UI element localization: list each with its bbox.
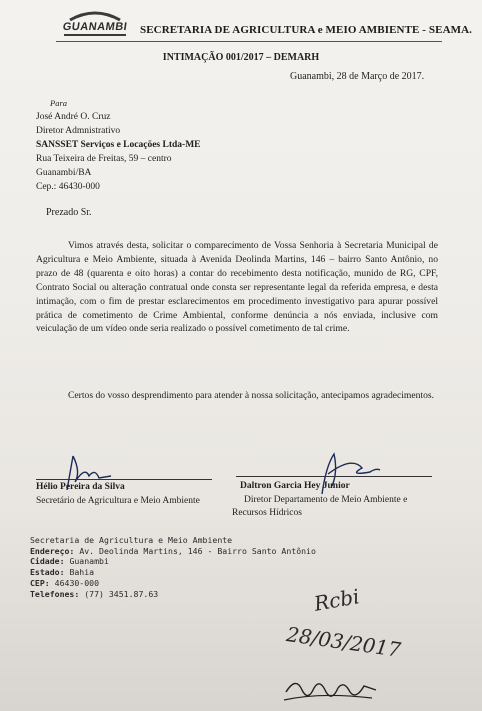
- footer-cep: 46430-000: [54, 577, 100, 588]
- footer-contact: [30, 535, 316, 599]
- document-title: INTIMAÇÃO 001/2017 – DEMARH: [162, 52, 320, 63]
- footer-city-row: Cidade: Guanambi: [30, 556, 109, 567]
- handwritten-signature-scribble: [280, 672, 380, 708]
- recipient-company: SANSSET Serviços e Locações Ltda-ME: [36, 140, 201, 150]
- recipient-name: José André O. Cruz: [36, 112, 111, 122]
- footer-city: Guanambi: [69, 556, 109, 567]
- body-paragraph-1: Vimos através desta, solicitar o comparecimento de Vossa Senhoria à Secretaria Municipal de Agricultura e Meio Ambiente, situada à Avenida Deolinda Martins, 146 – bairro Santo Antônio, no prazo de 48 (quarenta e oito horas) a contar do recebimento desta notificação, munido de RG, CPF, Contrato Social ou alteração contratual onde consta ser representante legal da referida empresa, e desta intimação, com o fim de prestar esclarecimentos em procedimento investigativo para apurar possível prática de cometimento de Crime Ambiental, conforme denúncia a nós enviada, inclusive com veiculação de um vídeo onde seria realizado o possível cometimento de tal crime.: [36, 240, 438, 335]
- to-label: Para: [50, 98, 67, 108]
- header-title: SECRETARIA DE AGRICULTURA e MEIO AMBIENTE - SEAMA.: [140, 24, 472, 36]
- recipient-address: [36, 96, 201, 194]
- footer-state: Bahia: [69, 567, 95, 578]
- left-signer-name: Hélio Pereira da Silva: [36, 482, 125, 492]
- guanambi-logo: [56, 8, 134, 38]
- footer-address: Av. Deolinda Martins, 146 - Bairro Santo Antônio: [79, 545, 316, 556]
- footer-phone: (77) 3451.87.63: [84, 588, 159, 599]
- left-signature-line: [36, 479, 212, 480]
- footer-cep-row: CEP: 46430-000: [30, 577, 100, 588]
- footer-phone-row: Telefones: (77) 3451.87.63: [30, 588, 159, 599]
- footer-state-row: Estado: Bahia: [30, 567, 95, 578]
- recipient-role: Diretor Admnistrativo: [36, 126, 121, 136]
- recipient-street: Rua Teixeira de Freitas, 59 – centro: [36, 154, 172, 164]
- recipient-city: Guanambi/BA: [36, 168, 92, 178]
- right-signer-role-1: Diretor Departamento de Meio Ambiente e: [244, 495, 408, 505]
- logo-text: GUANAMBI: [61, 21, 129, 33]
- right-signature-line: [236, 476, 432, 477]
- body-paragraph-2: Certos do vosso desprendimento para atender à nossa solicitação, antecipamos agradecimentos.: [68, 390, 435, 401]
- right-signer-role-2: Recursos Hídricos: [232, 508, 302, 518]
- recipient-cep: Cep.: 46430-000: [36, 182, 100, 192]
- footer-org: Secretaria de Agricultura e Meio Ambiente: [30, 535, 233, 545]
- header-divider: [56, 41, 442, 42]
- handwritten-date: 28/03/2017: [284, 622, 403, 662]
- left-signer-role: Secretário de Agricultura e Meio Ambiente: [36, 496, 200, 506]
- document-date: Guanambi, 28 de Março de 2017.: [290, 71, 425, 82]
- handwritten-received: Rcbi: [312, 584, 362, 616]
- footer-address-row: Endereço: Av. Deolinda Martins, 146 - Bairro Santo Antônio: [30, 545, 316, 556]
- salutation: Prezado Sr.: [46, 207, 92, 218]
- right-signer-name: Daltron Garcia Hey Junior: [240, 481, 350, 491]
